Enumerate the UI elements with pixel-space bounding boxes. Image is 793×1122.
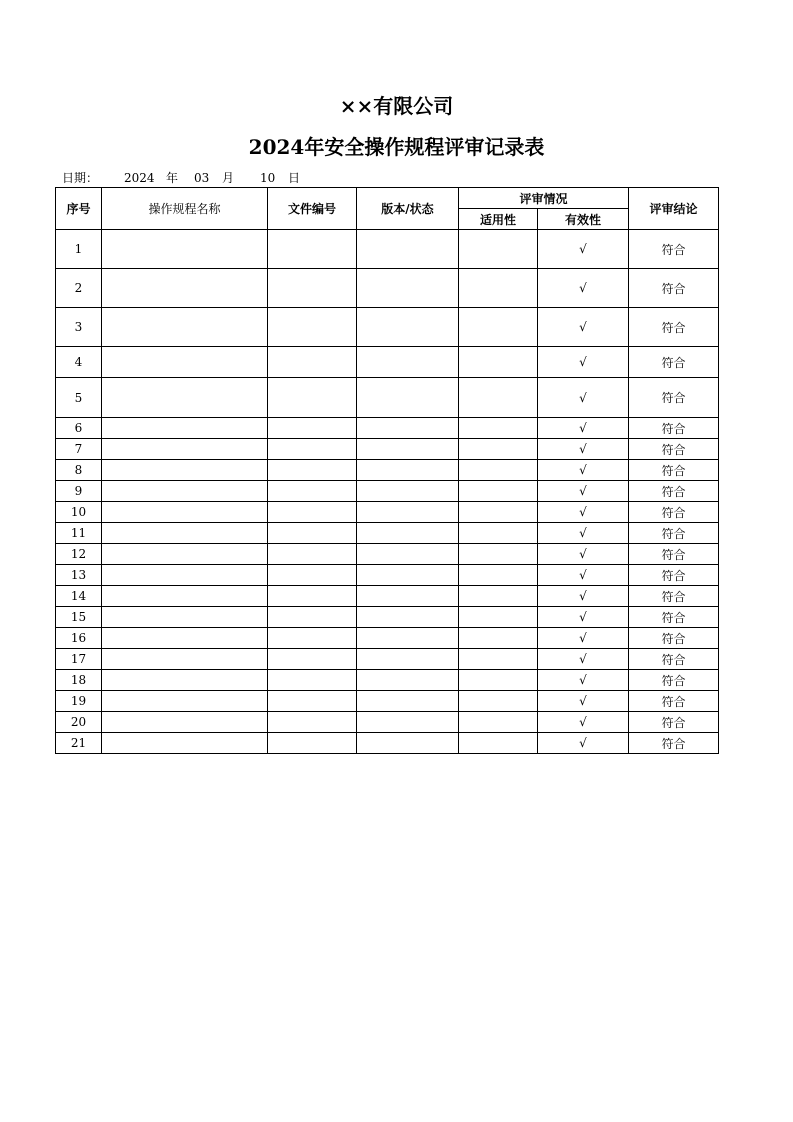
cell-name (102, 586, 268, 607)
cell-seq: 5 (56, 378, 102, 418)
cell-version (357, 439, 459, 460)
cell-doc-no (268, 378, 357, 418)
cell-conclusion: 符合 (629, 378, 719, 418)
cell-version (357, 649, 459, 670)
cell-seq: 9 (56, 481, 102, 502)
cell-applicability (459, 712, 538, 733)
cell-applicability (459, 649, 538, 670)
cell-conclusion: 符合 (629, 308, 719, 347)
cell-conclusion: 符合 (629, 347, 719, 378)
cell-validity: √ (538, 347, 629, 378)
cell-doc-no (268, 230, 357, 269)
cell-name (102, 649, 268, 670)
cell-doc-no (268, 670, 357, 691)
cell-validity: √ (538, 460, 629, 481)
header-name: 操作规程名称 (102, 188, 268, 230)
cell-conclusion: 符合 (629, 607, 719, 628)
table-row (56, 439, 719, 460)
cell-doc-no (268, 481, 357, 502)
cell-version (357, 691, 459, 712)
cell-name (102, 523, 268, 544)
table-row (56, 691, 719, 712)
cell-doc-no (268, 733, 357, 754)
cell-conclusion: 符合 (629, 269, 719, 308)
cell-validity: √ (538, 269, 629, 308)
cell-seq: 15 (56, 607, 102, 628)
cell-name (102, 691, 268, 712)
date-year-unit: 年 (166, 171, 179, 185)
cell-version (357, 586, 459, 607)
cell-conclusion: 符合 (629, 418, 719, 439)
cell-name (102, 308, 268, 347)
cell-applicability (459, 308, 538, 347)
cell-version (357, 733, 459, 754)
table-body (56, 230, 719, 754)
cell-applicability (459, 460, 538, 481)
cell-validity: √ (538, 607, 629, 628)
cell-doc-no (268, 418, 357, 439)
table-row (56, 418, 719, 439)
cell-name (102, 712, 268, 733)
header-validity: 有效性 (538, 209, 629, 230)
cell-validity: √ (538, 523, 629, 544)
cell-conclusion: 符合 (629, 544, 719, 565)
table-row (56, 712, 719, 733)
cell-seq: 13 (56, 565, 102, 586)
cell-conclusion: 符合 (629, 523, 719, 544)
cell-seq: 3 (56, 308, 102, 347)
table-row (56, 378, 719, 418)
table-row (56, 308, 719, 347)
cell-applicability (459, 502, 538, 523)
cell-validity: √ (538, 502, 629, 523)
cell-doc-no (268, 308, 357, 347)
cell-applicability (459, 670, 538, 691)
cell-seq: 21 (56, 733, 102, 754)
cell-conclusion: 符合 (629, 439, 719, 460)
cell-conclusion: 符合 (629, 460, 719, 481)
date-year: 2024 (124, 171, 155, 185)
cell-validity: √ (538, 378, 629, 418)
cell-version (357, 378, 459, 418)
header-review: 评审情况 (459, 188, 629, 209)
table-row (56, 628, 719, 649)
header-applicability: 适用性 (459, 209, 538, 230)
cell-doc-no (268, 460, 357, 481)
cell-name (102, 460, 268, 481)
cell-seq: 4 (56, 347, 102, 378)
cell-name (102, 230, 268, 269)
cell-version (357, 607, 459, 628)
cell-seq: 1 (56, 230, 102, 269)
table-row (56, 502, 719, 523)
table-row (56, 586, 719, 607)
cell-validity: √ (538, 565, 629, 586)
header-doc-no: 文件编号 (268, 188, 357, 230)
cell-validity: √ (538, 230, 629, 269)
cell-version (357, 628, 459, 649)
cell-doc-no (268, 269, 357, 308)
review-table (55, 187, 719, 754)
cell-name (102, 670, 268, 691)
cell-applicability (459, 586, 538, 607)
table-row (56, 733, 719, 754)
date-day-unit: 日 (288, 171, 301, 185)
cell-conclusion: 符合 (629, 502, 719, 523)
cell-validity: √ (538, 544, 629, 565)
cell-name (102, 269, 268, 308)
cell-version (357, 565, 459, 586)
cell-name (102, 481, 268, 502)
cell-doc-no (268, 586, 357, 607)
cell-validity: √ (538, 733, 629, 754)
table-row (56, 460, 719, 481)
table-row (56, 607, 719, 628)
table-row (56, 230, 719, 269)
cell-conclusion: 符合 (629, 628, 719, 649)
date-month-unit: 月 (222, 171, 235, 185)
cell-seq: 8 (56, 460, 102, 481)
cell-doc-no (268, 439, 357, 460)
cell-name (102, 502, 268, 523)
cell-applicability (459, 230, 538, 269)
cell-version (357, 523, 459, 544)
cell-validity: √ (538, 308, 629, 347)
cell-conclusion: 符合 (629, 481, 719, 502)
cell-doc-no (268, 544, 357, 565)
cell-applicability (459, 523, 538, 544)
cell-conclusion: 符合 (629, 565, 719, 586)
cell-version (357, 308, 459, 347)
cell-validity: √ (538, 712, 629, 733)
cell-name (102, 347, 268, 378)
cell-applicability (459, 607, 538, 628)
cell-doc-no (268, 523, 357, 544)
cell-conclusion: 符合 (629, 691, 719, 712)
page-title: 2024年安全操作规程评审记录表 (248, 135, 545, 159)
header-seq: 序号 (56, 188, 102, 230)
cell-version (357, 502, 459, 523)
date-month: 03 (194, 171, 210, 185)
cell-seq: 14 (56, 586, 102, 607)
cell-conclusion: 符合 (629, 649, 719, 670)
cell-applicability (459, 544, 538, 565)
date-label: 日期： (62, 171, 99, 185)
cell-seq: 16 (56, 628, 102, 649)
cell-seq: 11 (56, 523, 102, 544)
cell-version (357, 418, 459, 439)
company-name: ××有限公司 (339, 94, 454, 118)
cell-applicability (459, 347, 538, 378)
cell-doc-no (268, 628, 357, 649)
cell-validity: √ (538, 439, 629, 460)
cell-applicability (459, 565, 538, 586)
cell-validity: √ (538, 481, 629, 502)
cell-applicability (459, 628, 538, 649)
cell-version (357, 347, 459, 378)
cell-seq: 10 (56, 502, 102, 523)
cell-applicability (459, 481, 538, 502)
cell-seq: 6 (56, 418, 102, 439)
table-row (56, 565, 719, 586)
cell-doc-no (268, 607, 357, 628)
header-version: 版本/状态 (357, 188, 459, 230)
cell-applicability (459, 418, 538, 439)
cell-seq: 19 (56, 691, 102, 712)
table-row (56, 481, 719, 502)
table-row (56, 670, 719, 691)
cell-conclusion: 符合 (629, 733, 719, 754)
cell-applicability (459, 733, 538, 754)
cell-version (357, 269, 459, 308)
cell-name (102, 733, 268, 754)
table-row (56, 649, 719, 670)
cell-doc-no (268, 502, 357, 523)
cell-applicability (459, 691, 538, 712)
cell-applicability (459, 378, 538, 418)
cell-seq: 17 (56, 649, 102, 670)
cell-version (357, 670, 459, 691)
cell-conclusion: 符合 (629, 712, 719, 733)
cell-name (102, 607, 268, 628)
table-row (56, 347, 719, 378)
cell-validity: √ (538, 586, 629, 607)
date-day: 10 (260, 171, 276, 185)
cell-validity: √ (538, 418, 629, 439)
cell-version (357, 230, 459, 269)
cell-name (102, 378, 268, 418)
cell-seq: 18 (56, 670, 102, 691)
table-row (56, 544, 719, 565)
cell-validity: √ (538, 691, 629, 712)
table-row (56, 269, 719, 308)
cell-doc-no (268, 649, 357, 670)
cell-version (357, 712, 459, 733)
cell-validity: √ (538, 649, 629, 670)
cell-applicability (459, 439, 538, 460)
cell-name (102, 439, 268, 460)
cell-conclusion: 符合 (629, 586, 719, 607)
table-row (56, 523, 719, 544)
cell-seq: 12 (56, 544, 102, 565)
cell-seq: 2 (56, 269, 102, 308)
cell-applicability (459, 269, 538, 308)
cell-name (102, 544, 268, 565)
cell-conclusion: 符合 (629, 670, 719, 691)
cell-validity: √ (538, 670, 629, 691)
cell-version (357, 460, 459, 481)
date-line (62, 169, 300, 186)
cell-seq: 7 (56, 439, 102, 460)
cell-doc-no (268, 712, 357, 733)
cell-name (102, 565, 268, 586)
cell-version (357, 544, 459, 565)
cell-version (357, 481, 459, 502)
cell-conclusion: 符合 (629, 230, 719, 269)
cell-doc-no (268, 565, 357, 586)
cell-doc-no (268, 347, 357, 378)
cell-validity: √ (538, 628, 629, 649)
cell-name (102, 418, 268, 439)
header-conclusion: 评审结论 (629, 188, 719, 230)
cell-name (102, 628, 268, 649)
cell-seq: 20 (56, 712, 102, 733)
cell-doc-no (268, 691, 357, 712)
